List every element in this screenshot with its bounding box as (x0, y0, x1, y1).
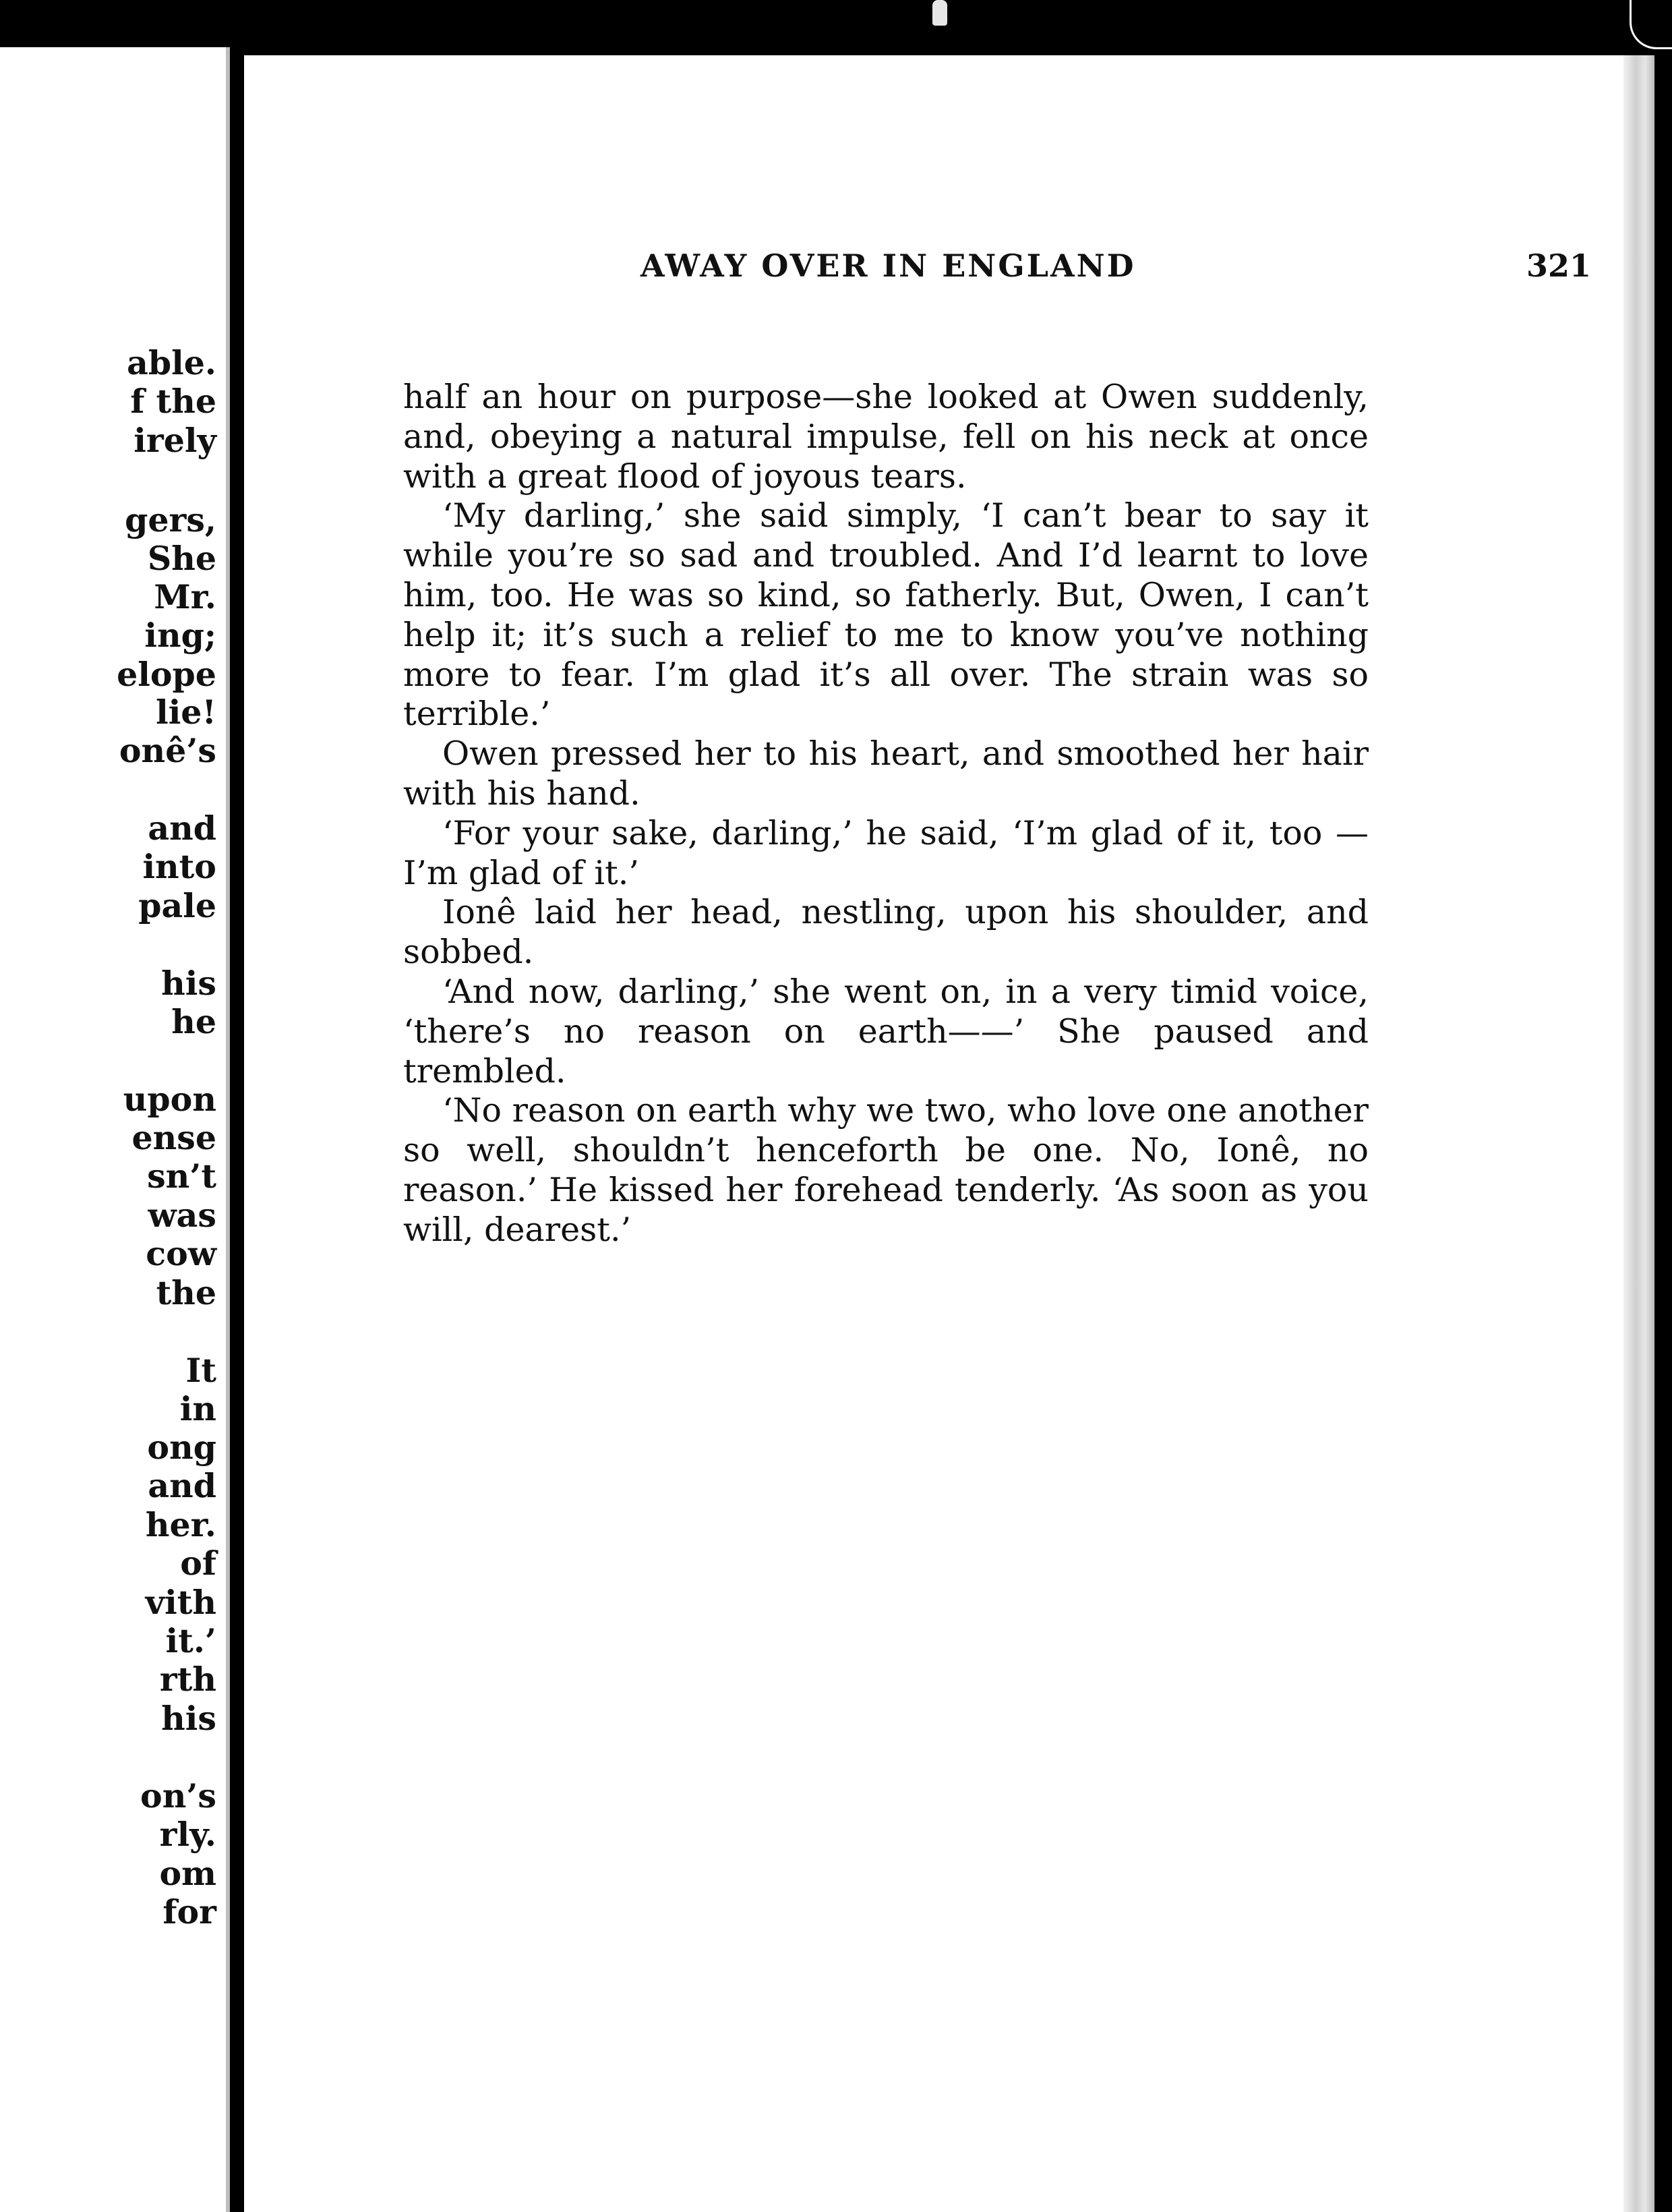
left-fragment: elope (117, 655, 216, 694)
paragraph: ‘No reason on earth why we two, who love one another so well, shouldn’t henceforth be one. No, Ionê, no reason.’ He kissed her forehead tenderly. ‘As soon as you will, dearest.’ (403, 1091, 1369, 1249)
left-fragment: She (147, 539, 216, 578)
left-fragment: upon (123, 1080, 216, 1119)
left-fragment: his (161, 1699, 216, 1738)
left-fragment: rth (159, 1660, 216, 1699)
book-page (244, 55, 1654, 2212)
left-fragment: into (142, 847, 216, 886)
left-page (0, 47, 230, 2212)
page-header (640, 248, 1618, 295)
left-fragment: able. (127, 343, 216, 382)
paragraph: half an hour on purpose—she looked at Owen suddenly, and, obeying a natural impulse, fell on his neck at once with a great flood of joyous tears. (403, 378, 1369, 496)
left-fragment: om (159, 1854, 216, 1893)
left-fragment: it.’ (165, 1621, 216, 1660)
left-fragment: and (148, 809, 216, 848)
left-fragment: rly. (159, 1815, 216, 1854)
left-fragment: ong (147, 1428, 216, 1467)
left-fragment: ing; (144, 616, 216, 655)
left-fragment: in (179, 1389, 216, 1428)
left-fragment: cow (146, 1234, 216, 1273)
left-fragment: irely (133, 421, 216, 460)
body-text (403, 378, 1369, 1250)
page-corner-mark (1630, 0, 1672, 49)
left-fragment: lie! (156, 693, 216, 732)
paragraph: Ionê laid her head, nestling, upon his shoulder, and sobbed. (403, 893, 1369, 972)
paragraph: ‘For your sake, darling,’ he said, ‘I’m glad of it, too —I’m glad of it.’ (403, 813, 1369, 892)
left-fragment: was (148, 1196, 216, 1235)
left-fragment: f the (130, 382, 216, 421)
left-fragment: his (161, 964, 216, 1003)
left-fragment: sn’t (147, 1157, 216, 1196)
paragraph: Owen pressed her to his heart, and smoothed her hair with his hand. (403, 734, 1369, 813)
left-fragment: her. (145, 1505, 216, 1544)
left-fragment: gers, (125, 500, 216, 540)
left-fragment: he (171, 1002, 216, 1041)
left-fragment: on’s (140, 1776, 216, 1815)
page-number: 321 (1526, 248, 1591, 284)
left-fragment: of (180, 1544, 216, 1583)
scan-artifact-mark (932, 0, 947, 26)
left-fragment: onê’s (119, 731, 216, 770)
left-fragment: Mr. (154, 577, 216, 616)
running-title: AWAY OVER IN ENGLAND (640, 248, 1136, 284)
paragraph: ‘And now, darling,’ she went on, in a very timid voice, ‘there’s no reason on earth——’ She paused and trembled. (403, 972, 1369, 1090)
page-edge (1623, 55, 1654, 2212)
left-fragment: It (185, 1351, 216, 1390)
left-fragment: and (148, 1466, 216, 1505)
left-fragment: vith (145, 1583, 216, 1622)
left-fragment: ense (131, 1118, 216, 1157)
left-fragment: for (162, 1892, 216, 1931)
paragraph: ‘My darling,’ she said simply, ‘I can’t bear to say it while you’re so sad and troubled. And I’d learnt to love him, too. He was so kind, so fatherly. But, Owen, I can’t help it; it’s such a relief to me to know you’ve nothing more to fear. I’m glad it’s all over. The strain was so terrible.’ (403, 496, 1369, 734)
left-fragment: the (156, 1273, 216, 1312)
left-fragment: pale (138, 886, 216, 925)
